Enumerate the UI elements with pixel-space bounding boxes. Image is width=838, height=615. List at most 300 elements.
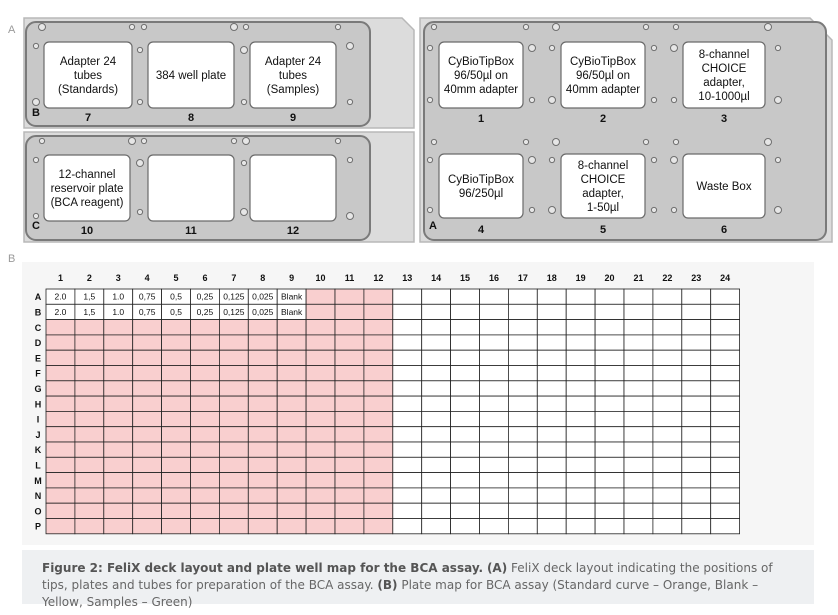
plate-well (219, 427, 248, 442)
plate-well (451, 381, 480, 396)
plate-well (191, 381, 220, 396)
plate-well-value: 0,025 (252, 291, 274, 302)
deck-slot-label: CyBioTipBox (447, 56, 515, 68)
deck-slot-number: 7 (84, 112, 92, 124)
plate-well (711, 335, 740, 350)
plate-well (682, 427, 711, 442)
plate-well (682, 488, 711, 503)
plate-well (277, 519, 306, 534)
plate-well (104, 488, 133, 503)
plate-well (537, 427, 566, 442)
plate-well (537, 350, 566, 365)
plate-well (191, 427, 220, 442)
plate-well (508, 335, 537, 350)
plate-well (537, 473, 566, 488)
plate-well (306, 411, 335, 426)
plate-well (595, 442, 624, 457)
plate-well (191, 457, 220, 472)
plate-well (248, 488, 277, 503)
plate-well (364, 350, 393, 365)
mount-hole (241, 209, 248, 216)
plate-column-header: 11 (344, 273, 355, 283)
plate-well (451, 503, 480, 518)
plate-well (335, 396, 364, 411)
plate-well (364, 366, 393, 381)
plate-well (624, 381, 653, 396)
plate-well (653, 427, 682, 442)
deck-slot-label: Adapter 24 (264, 56, 322, 68)
plate-well (393, 366, 422, 381)
caption-text-a: FeliX deck layout indicating the positions of tips, plates and tubes for preparation of the BCA assay. (42, 561, 773, 592)
plate-well (508, 503, 537, 518)
mount-hole (651, 97, 656, 102)
plate-well (133, 320, 162, 335)
mount-hole (775, 207, 782, 214)
plate-well (451, 427, 480, 442)
plate-well (277, 350, 306, 365)
plate-well (306, 381, 335, 396)
plate-well (653, 350, 682, 365)
mount-hole (643, 24, 648, 29)
plate-well (537, 335, 566, 350)
mount-hole (347, 43, 354, 50)
plate-well (422, 503, 451, 518)
plate-well (75, 503, 104, 518)
mount-hole (651, 45, 656, 50)
plate-well (537, 488, 566, 503)
plate-well (364, 411, 393, 426)
plate-well (335, 289, 364, 304)
plate-well (537, 304, 566, 319)
plate-well (653, 519, 682, 534)
plate-well (191, 335, 220, 350)
mount-hole (347, 157, 352, 162)
plate-well (624, 427, 653, 442)
plate-well (422, 396, 451, 411)
plate-well (133, 350, 162, 365)
plate-well-value: 1,5 (83, 291, 96, 302)
plate-well (277, 473, 306, 488)
plate-well (682, 381, 711, 396)
plate-well (508, 366, 537, 381)
plate-well (508, 519, 537, 534)
plate-well (480, 289, 509, 304)
plate-well (711, 366, 740, 381)
plate-well (711, 350, 740, 365)
plate-well (682, 304, 711, 319)
plate-well (248, 519, 277, 534)
deck-slot-number: 4 (477, 224, 485, 236)
plate-well (653, 320, 682, 335)
plate-well (306, 320, 335, 335)
plate-well (682, 350, 711, 365)
plate-column-header: 23 (691, 273, 702, 283)
plate-well (75, 488, 104, 503)
plate-well (162, 350, 191, 365)
plate-well (75, 457, 104, 472)
plate-well (422, 289, 451, 304)
plate-well (75, 320, 104, 335)
plate-well-value: 0,125 (223, 306, 245, 317)
plate-well (335, 366, 364, 381)
mount-hole (553, 139, 560, 146)
mount-hole (427, 157, 432, 162)
mount-hole (39, 138, 44, 143)
panel-label-b: B (8, 253, 16, 265)
plate-well (162, 396, 191, 411)
plate-well (46, 366, 75, 381)
plate-well (46, 411, 75, 426)
plate-well (595, 473, 624, 488)
plate-well (306, 396, 335, 411)
plate-well (104, 381, 133, 396)
plate-well (277, 457, 306, 472)
plate-well-value: 0,25 (196, 291, 214, 302)
plate-well (566, 411, 595, 426)
plate-well (451, 473, 480, 488)
mount-hole (39, 24, 46, 31)
plate-well (480, 396, 509, 411)
plate-well-value: 0,125 (223, 291, 245, 302)
plate-well (248, 503, 277, 518)
plate-well-value: Blank (281, 291, 303, 302)
plate-well (711, 503, 740, 518)
plate-column-header: 17 (517, 273, 528, 283)
plate-well (508, 473, 537, 488)
caption-text-b: Plate map for BCA assay (Standard curve – Orange, Blank – Yellow, Samples – Green) (42, 578, 759, 609)
caption-box (22, 550, 814, 609)
plate-row-header: A (34, 292, 42, 303)
plate-well (480, 442, 509, 457)
plate-well (219, 320, 248, 335)
plate-well (451, 519, 480, 534)
plate-well (104, 396, 133, 411)
plate-well (595, 427, 624, 442)
plate-well (104, 427, 133, 442)
plate-row-header: G (34, 383, 42, 394)
plate-well (133, 427, 162, 442)
plate-well (191, 350, 220, 365)
plate-column-header: 4 (144, 273, 150, 283)
plate-well (508, 488, 537, 503)
plate-well (306, 350, 335, 365)
plate-well (248, 320, 277, 335)
plate-well (480, 350, 509, 365)
deck-slot-number: 10 (80, 225, 94, 237)
plate-well (393, 427, 422, 442)
plate-well (422, 350, 451, 365)
plate-well (595, 411, 624, 426)
plate-well (75, 427, 104, 442)
mount-hole (241, 160, 246, 165)
plate-well (595, 320, 624, 335)
plate-well (335, 488, 364, 503)
plate-well (422, 442, 451, 457)
plate-well (219, 473, 248, 488)
plate-well (682, 396, 711, 411)
plate-well (104, 457, 133, 472)
plate-well (393, 488, 422, 503)
deck-slot-label: 96/250µl (458, 188, 504, 200)
plate-well-value: 1.0 (112, 291, 125, 302)
plate-well (595, 335, 624, 350)
plate-column-header: 8 (260, 273, 266, 283)
plate-well (191, 473, 220, 488)
mount-hole (671, 157, 678, 164)
deck-slot-label: 8-channel (577, 160, 629, 172)
mount-hole (651, 157, 656, 162)
plate-well (364, 320, 393, 335)
plate-well (364, 442, 393, 457)
mount-hole (231, 138, 236, 143)
plate-row-header: B (34, 307, 42, 318)
plate-well (624, 335, 653, 350)
plate-well (248, 366, 277, 381)
mount-hole (241, 99, 246, 104)
mount-hole (775, 157, 780, 162)
plate-well (393, 411, 422, 426)
mount-hole (243, 138, 250, 145)
plate-well (480, 488, 509, 503)
plate-well (364, 427, 393, 442)
plate-well (653, 396, 682, 411)
plate-well (393, 320, 422, 335)
plate-well (595, 366, 624, 381)
plate-well (306, 457, 335, 472)
plate-well (306, 473, 335, 488)
plate-well (566, 366, 595, 381)
plate-well (451, 350, 480, 365)
plate-well (191, 503, 220, 518)
plate-well (508, 457, 537, 472)
plate-well (508, 320, 537, 335)
plate-well (451, 488, 480, 503)
plate-well (335, 473, 364, 488)
plate-well-value: 0,5 (170, 306, 182, 317)
plate-well (248, 411, 277, 426)
plate-well (653, 488, 682, 503)
plate-well-value: 0,75 (138, 306, 156, 317)
plate-well (162, 503, 191, 518)
plate-well (104, 366, 133, 381)
plate-well (393, 304, 422, 319)
plate-well (566, 488, 595, 503)
plate-row-header: L (35, 460, 41, 471)
mount-hole (427, 207, 432, 212)
plate-well (75, 473, 104, 488)
plate-well (162, 488, 191, 503)
plate-well (335, 381, 364, 396)
plate-well (624, 396, 653, 411)
plate-well (508, 427, 537, 442)
mount-hole (129, 138, 136, 145)
mount-hole (241, 47, 248, 54)
plate-well (277, 320, 306, 335)
deck-slot-12 (250, 155, 336, 221)
plate-well (219, 396, 248, 411)
plate-well (480, 381, 509, 396)
plate-well (75, 442, 104, 457)
plate-well (508, 350, 537, 365)
plate-row-header: K (34, 445, 42, 456)
plate-well (46, 473, 75, 488)
mount-hole (137, 47, 142, 52)
plate-row-header: C (34, 322, 42, 333)
plate-well (711, 320, 740, 335)
plate-well (566, 427, 595, 442)
plate-well (480, 503, 509, 518)
plate-well (46, 335, 75, 350)
plate-well-value: 1,5 (83, 306, 96, 317)
deck-slot-label: 40mm adapter (443, 84, 519, 96)
plate-row-header: O (34, 506, 42, 517)
plate-column-header: 22 (662, 273, 673, 283)
plate-well (624, 350, 653, 365)
plate-well (219, 411, 248, 426)
plate-row-header: E (34, 353, 42, 364)
plate-well (364, 304, 393, 319)
plate-column-header: 19 (575, 273, 586, 283)
plate-well (537, 411, 566, 426)
plate-well (595, 289, 624, 304)
plate-well (248, 442, 277, 457)
plate-well (508, 381, 537, 396)
mount-hole (549, 45, 554, 50)
mount-hole (243, 24, 248, 29)
plate-well (219, 442, 248, 457)
plate-well (306, 289, 335, 304)
plate-well (335, 427, 364, 442)
deck-slot-label: 384 well plate (155, 70, 227, 82)
plate-well (191, 411, 220, 426)
mount-hole (775, 45, 780, 50)
plate-column-header: 14 (431, 273, 442, 283)
plate-well (537, 320, 566, 335)
block-letter-a: A (429, 220, 437, 232)
plate-well (393, 335, 422, 350)
plate-well (219, 366, 248, 381)
mount-hole (231, 24, 238, 31)
mount-hole (775, 97, 782, 104)
plate-well (508, 396, 537, 411)
plate-well (162, 442, 191, 457)
plate-well (104, 503, 133, 518)
mount-hole (673, 24, 678, 29)
deck-slot-number: 2 (599, 113, 607, 125)
deck-slot-label: Waste Box (696, 181, 752, 193)
plate-well (364, 457, 393, 472)
plate-well (624, 473, 653, 488)
plate-well (480, 519, 509, 534)
mount-hole (523, 24, 528, 29)
plate-well (46, 396, 75, 411)
plate-well (566, 503, 595, 518)
plate-well (277, 381, 306, 396)
plate-well (104, 411, 133, 426)
plate-well (595, 457, 624, 472)
plate-well (306, 427, 335, 442)
plate-row-header: H (34, 399, 42, 410)
plate-well (133, 503, 162, 518)
plate-well (335, 503, 364, 518)
plate-well (191, 488, 220, 503)
plate-well (364, 289, 393, 304)
plate-cells (46, 289, 740, 534)
plate-well (624, 519, 653, 534)
mount-hole (335, 138, 340, 143)
deck-slot-number: 3 (720, 113, 728, 125)
plate-well (277, 411, 306, 426)
mount-hole (33, 43, 38, 48)
plate-well (364, 396, 393, 411)
deck-layout (0, 0, 838, 250)
plate-well (711, 442, 740, 457)
plate-well (682, 503, 711, 518)
plate-well (422, 519, 451, 534)
plate-well (480, 366, 509, 381)
plate-well (653, 473, 682, 488)
plate-row-header: J (35, 429, 41, 440)
mount-hole (529, 157, 536, 164)
plate-well (451, 289, 480, 304)
plate-well (306, 519, 335, 534)
plate-well (422, 411, 451, 426)
plate-well (653, 457, 682, 472)
plate-well (393, 457, 422, 472)
plate-well (364, 488, 393, 503)
plate-well (711, 473, 740, 488)
plate-well (219, 350, 248, 365)
mount-hole (427, 97, 432, 102)
plate-well (566, 519, 595, 534)
plate-well (537, 457, 566, 472)
plate-well (133, 396, 162, 411)
plate-well (682, 442, 711, 457)
mount-hole (33, 213, 38, 218)
mount-hole (33, 99, 40, 106)
plate-well (451, 457, 480, 472)
mount-hole (643, 139, 648, 144)
plate-well-value: 0,025 (252, 306, 274, 317)
plate-row-header: D (34, 338, 42, 349)
plate-column-header: 18 (546, 273, 557, 283)
plate-well (682, 289, 711, 304)
mount-hole (141, 24, 146, 29)
plate-well (162, 519, 191, 534)
plate-well (162, 320, 191, 335)
plate-well (653, 381, 682, 396)
deck-slot-label: Adapter 24 (59, 56, 117, 68)
plate-well (219, 335, 248, 350)
plate-well-value: Blank (281, 306, 303, 317)
plate-well (711, 457, 740, 472)
deck-slot-label: CyBioTipBox (447, 174, 515, 186)
plate-well (566, 289, 595, 304)
plate-well (451, 320, 480, 335)
plate-well (162, 473, 191, 488)
plate-well (104, 473, 133, 488)
plate-well (219, 519, 248, 534)
caption-tag-b: (B) (377, 578, 398, 592)
deck-slot-label: tubes (73, 70, 103, 82)
plate-well (480, 411, 509, 426)
plate-well (566, 457, 595, 472)
plate-well (451, 396, 480, 411)
plate-well-value: 0,75 (138, 291, 156, 302)
plate-well (306, 488, 335, 503)
plate-well (104, 442, 133, 457)
plate-well (566, 396, 595, 411)
